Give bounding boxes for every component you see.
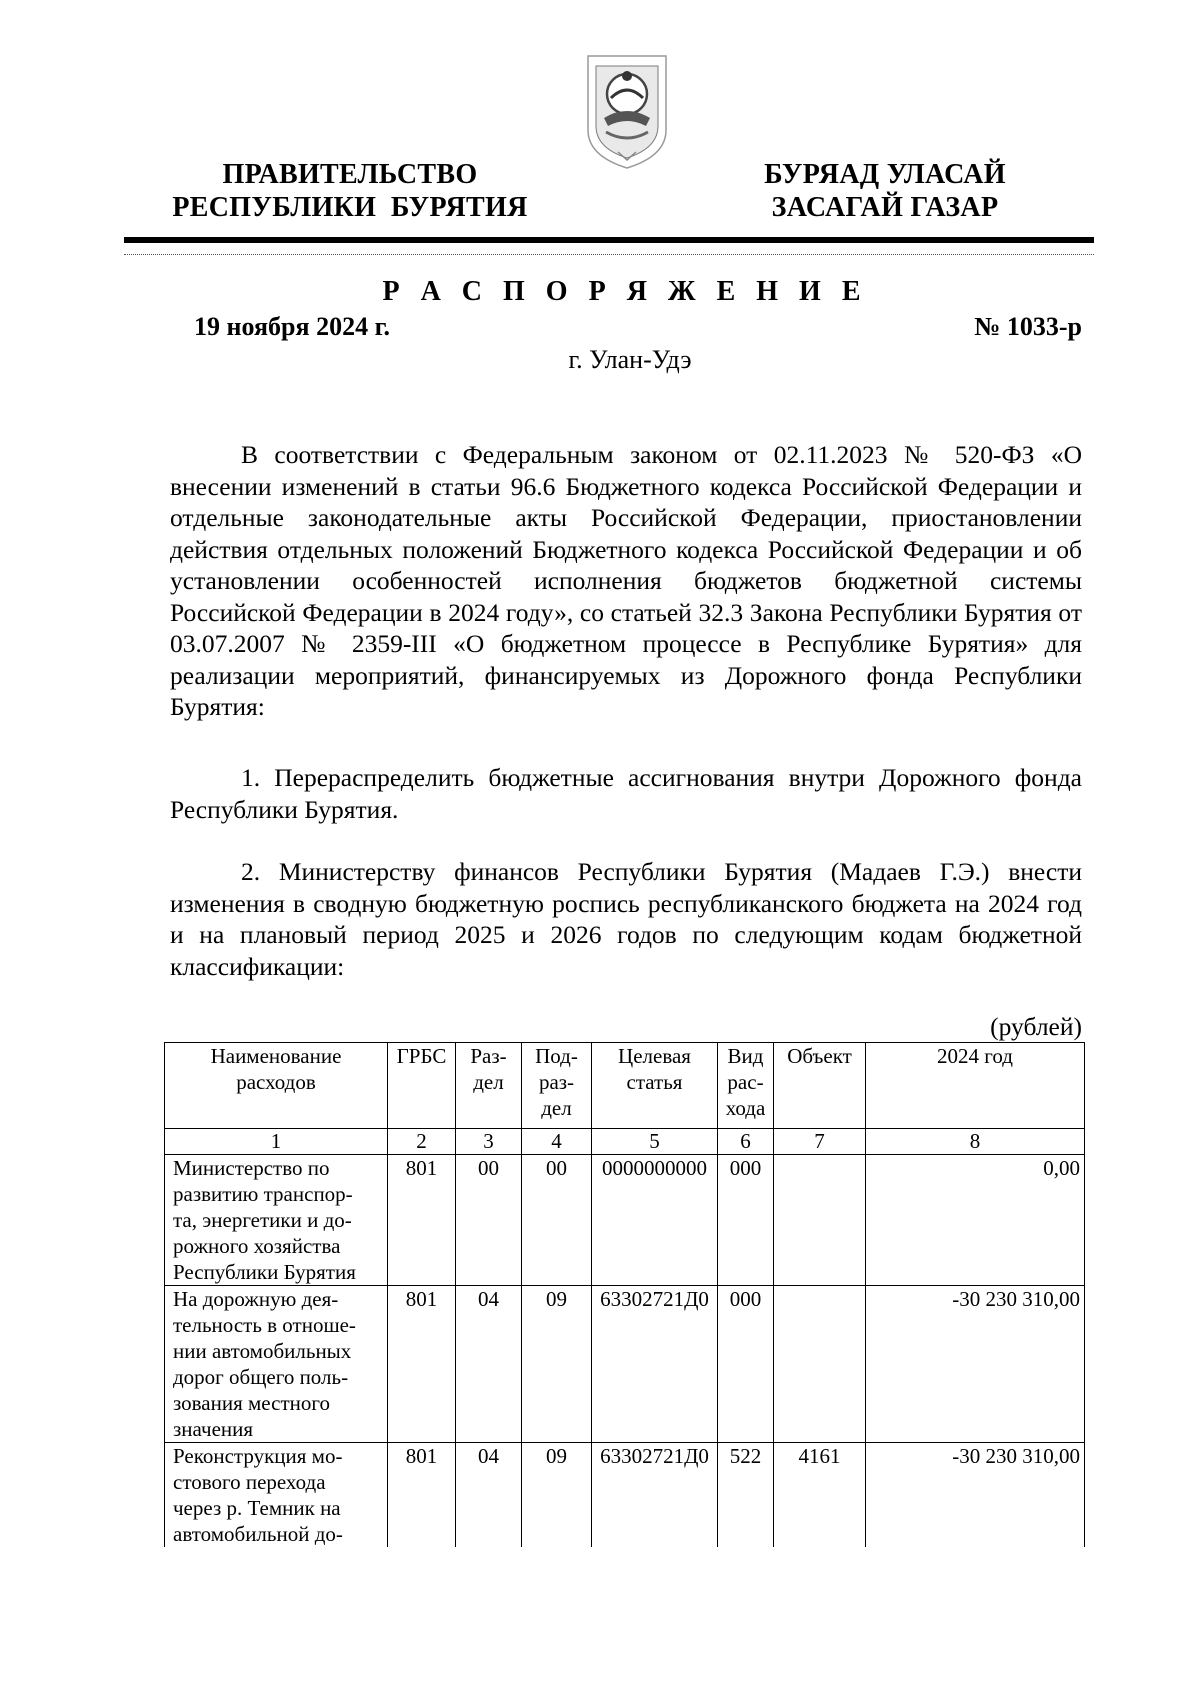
row-amount: -30 230 310,00: [866, 1443, 1085, 1548]
government-title-russian: [160, 158, 540, 224]
header-podrazdel-line1: Под-: [535, 1044, 578, 1068]
government-title-buryat-line2: ЗАСАГАЙ ГАЗАР: [771, 192, 999, 223]
row-grbs: 801: [388, 1443, 456, 1548]
row-name-line: зования местного: [173, 1391, 330, 1415]
col-number: 8: [866, 1129, 1085, 1155]
header-razdel: [456, 1043, 522, 1129]
header-name-line2: расходов: [236, 1070, 316, 1094]
row-name-line: рожного хозяйства: [173, 1234, 341, 1258]
header-year: [866, 1043, 1085, 1129]
row-target-article: 0000000000: [592, 1155, 718, 1286]
table-header-row: [165, 1043, 1085, 1129]
header-vid-line2: рас-: [727, 1070, 764, 1094]
col-number: 4: [522, 1129, 592, 1155]
row-razdel: 04: [456, 1286, 522, 1443]
col-number: 3: [456, 1129, 522, 1155]
col-number: 6: [718, 1129, 774, 1155]
header-grbs: [388, 1043, 456, 1129]
column-number-row: [165, 1129, 1085, 1155]
row-name-line: тельность в отноше-: [173, 1313, 356, 1337]
row-name-line: На дорожную дея-: [173, 1287, 339, 1311]
row-podrazdel: 09: [522, 1443, 592, 1548]
row-podrazdel: 00: [522, 1155, 592, 1286]
row-target-article: 63302721Д0: [592, 1286, 718, 1443]
row-name-line: та, энергетики и до-: [173, 1208, 352, 1232]
document-city: г. Улан-Удэ: [568, 345, 692, 374]
row-object: [774, 1155, 866, 1286]
row-razdel: 00: [456, 1155, 522, 1286]
row-name: [165, 1155, 388, 1286]
header-object: [774, 1043, 866, 1129]
row-name-line: Реконструкция мо-: [173, 1444, 343, 1468]
row-name-line: Республики Бурятия: [173, 1260, 356, 1284]
header-object-text: Объект: [787, 1044, 852, 1068]
row-podrazdel: 09: [522, 1286, 592, 1443]
col-number: 2: [388, 1129, 456, 1155]
government-title-buryat: [735, 158, 1035, 224]
government-title-line1: ПРАВИТЕЛЬСТВО: [222, 159, 478, 190]
header-podrazdel: [522, 1043, 592, 1129]
coat-of-arms-emblem: [584, 52, 670, 172]
row-name-line: автомобильной до-: [173, 1522, 343, 1546]
table-row: [165, 1286, 1085, 1443]
row-amount: -30 230 310,00: [866, 1286, 1085, 1443]
header-divider-thin: [124, 254, 1094, 255]
document-number: № 1033-р: [974, 312, 1082, 341]
col-number: 5: [592, 1129, 718, 1155]
document-date: 19 ноября 2024 г.: [194, 312, 390, 341]
row-name-line: нии автомобильных: [173, 1339, 352, 1363]
row-grbs: 801: [388, 1286, 456, 1443]
header-vid-line1: Вид: [727, 1044, 764, 1068]
col-number: 7: [774, 1129, 866, 1155]
document-type: Р А С П О Р Я Ж Е Н И Е: [382, 276, 868, 307]
government-title-buryat-line1: БУРЯАД УЛАСАЙ: [764, 159, 1006, 190]
government-title-line2: РЕСПУБЛИКИ БУРЯТИЯ: [172, 192, 528, 223]
table-unit-label: (рублей): [990, 1012, 1082, 1041]
header-name: [165, 1043, 388, 1129]
header-podrazdel-line3: дел: [541, 1096, 572, 1120]
table-row: [165, 1443, 1085, 1548]
header-stat-line1: Целевая: [618, 1044, 691, 1068]
row-target-article: 63302721Д0: [592, 1443, 718, 1548]
header-name-line1: Наименование: [210, 1044, 342, 1068]
header-razdel-line2: дел: [473, 1070, 504, 1094]
row-expense-type: 522: [718, 1443, 774, 1548]
row-razdel: 04: [456, 1443, 522, 1548]
header-expense-type: [718, 1043, 774, 1129]
row-name: [165, 1286, 388, 1443]
header-grbs-text: ГРБС: [396, 1044, 447, 1068]
budget-table: [164, 1042, 1085, 1547]
item-2-paragraph: 2. Министерству финансов Республики Бурятия (Мадаев Г.Э.) внести изменения в сводную бюджетную роспись республиканского бюджета на 2024 год и на плановый период 2025 и 2026 годов по следующим кодам бюджетной классификации:: [170, 857, 1082, 981]
table-row: [165, 1155, 1085, 1286]
row-name-line: дорог общего поль-: [173, 1365, 349, 1389]
row-name-line: значения: [173, 1417, 254, 1441]
row-name: [165, 1443, 388, 1548]
row-object: 4161: [774, 1443, 866, 1548]
header-razdel-line1: Раз-: [470, 1044, 507, 1068]
header-podrazdel-line2: раз-: [538, 1070, 575, 1094]
row-name-line: Министерство по: [173, 1156, 330, 1180]
header-target-article: [592, 1043, 718, 1129]
header-vid-line3: хода: [725, 1096, 766, 1120]
row-object: [774, 1286, 866, 1443]
row-amount: 0,00: [866, 1155, 1085, 1286]
row-name-line: через р. Темник на: [173, 1496, 341, 1520]
header-stat-line2: статья: [626, 1070, 683, 1094]
col-number: 1: [165, 1129, 388, 1155]
row-expense-type: 000: [718, 1155, 774, 1286]
row-name-line: стового перехода: [173, 1470, 326, 1494]
row-name-line: развитию транспор-: [173, 1182, 353, 1206]
item-1-paragraph: 1. Перераспределить бюджетные ассигнования внутри Дорожного фонда Республики Бурятия.: [170, 763, 1082, 824]
row-expense-type: 000: [718, 1286, 774, 1443]
header-year-text: 2024 год: [937, 1044, 1013, 1068]
preamble-paragraph: В соответствии с Федеральным законом от 02.11.2023 № 520-ФЗ «О внесении изменений в статьи 96.6 Бюджетного кодекса Российской Федерации и отдельные законодательные акты Российской Федерации, приостановлении действия отдельных положений Бюджетного кодекса Российской Федерации и об установлении особенностей исполнения бюджетов бюджетной системы Российской Федерации в 2024 году», со статьей 32.3 Закона Республики Бурятия от 03.07.2007 № 2359-III «О бюджетном процессе в Республике Бурятия» для реализации мероприятий, финансируемых из Дорожного фонда Республики Бурятия:: [170, 440, 1082, 721]
header-divider-thick: [124, 237, 1094, 243]
row-grbs: 801: [388, 1155, 456, 1286]
